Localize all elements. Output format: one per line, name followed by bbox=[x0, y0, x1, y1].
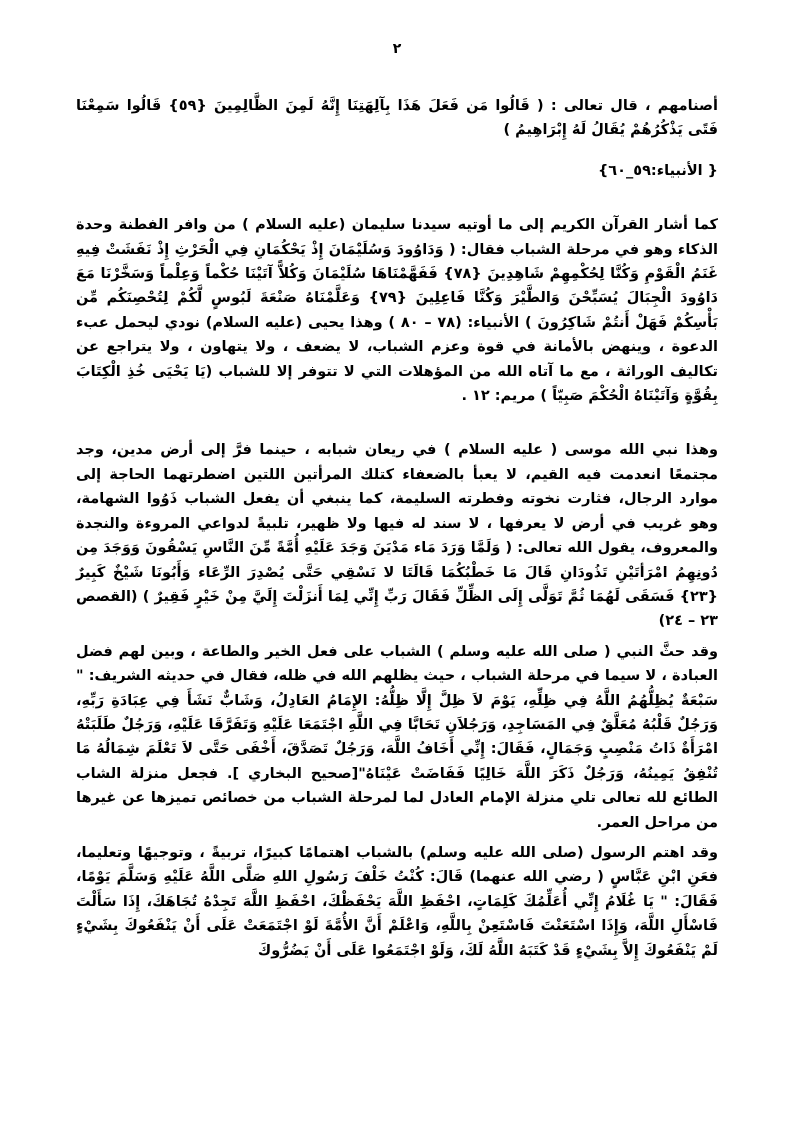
paragraph-sulaiman: كما أشار القرآن الكريم إلى ما أوتيه سيدنا سليمان (عليه السلام ) من وافر الفطنة وحدة الذكاء وهو في مرحلة الشباب فقال: ( وَدَاوُودَ وَسُلَيْمَانَ إِذْ يَحْكُمَانِ فِي الْحَرْثِ إِذْ نَفَشَتْ فِيهِ غَنَمُ الْقَوْمِ وَكُنَّا لِحُكْمِهِمْ شَاهِدِينَ {٧٨} فَفَهَّمْنَاهَا سُلَيْمَانَ وَكُلاًّ آتَيْنَا حُكْماً وَعِلْماً وَسَخَّرْنَا مَعَ دَاوُودَ الْجِبَالَ يُسَبِّحْنَ وَالطَّيْرَ وَكُنَّا فَاعِلِينَ {٧٩} وَعَلَّمْنَاهُ صَنْعَةَ لَبُوسٍ لَّكُمْ لِتُحْصِنَكُم مِّن بَأْسِكُمْ فَهَلْ أَنتُمْ شَاكِرُونَ ) الأنبياء: (٧٨ – ٨٠ ) وهذا يحيى (عليه السلام) نودي ليحمل عبء الدعوة ، وينهض بالأمانة في قوة وعزم الشباب، لا يضعف ، ولا يتهاون ، ولا يتراجع عن تكاليف الوراثة ، مع ما آتاه الله من المؤهلات التي لا تتوفر إلا للشباب (يَا يَحْيَى خُذِ الْكِتَابَ بِقُوَّةٍ وَآتَيْنَاهُ الْحُكْمَ صَبِيّاً ) مريم: ١٢ . bbox=[76, 217, 718, 405]
paragraph-hadith-seven: وقد حثَّ النبي ( صلى الله عليه وسلم ) الشباب على فعل الخير والطاعة ، وبين لهم فضل العبادة ، لا سيما في مرحلة الشباب ، حيث يظلهم الله في ظله، فقال في حديثه الشريف: " سَبْعَةٌ يُظِلُّهُمُ اللَّهُ فِي ظِلِّهِ، يَوْمَ لاَ ظِلَّ إِلَّا ظِلُّهُ: الإِمَامُ العَادِلُ، وَشَابٌّ نَشَأَ فِي عِبَادَةِ رَبِّهِ، وَرَجُلٌ قَلْبُهُ مُعَلَّقٌ فِي المَسَاجِدِ، وَرَجُلاَنِ تَحَابَّا فِي اللَّهِ اجْتَمَعَا عَلَيْهِ وَتَفَرَّقَا عَلَيْهِ، وَرَجُلٌ طَلَبَتْهُ امْرَأَةٌ ذَاتُ مَنْصِبٍ وَجَمَالٍ، فَقَالَ: إِنِّي أَخَافُ اللَّهَ، وَرَجُلٌ تَصَدَّقَ، أَخْفَى حَتَّى لاَ تَعْلَمَ شِمَالُهُ مَا تُنْفِقُ يَمِينُهُ، وَرَجُلٌ ذَكَرَ اللَّهَ خَالِيًا فَفَاضَتْ عَيْنَاهُ"[صحيح البخاري ]. فجعل منزلة الشاب الطائع لله تعالى تلي منزلة الإمام العادل لما لمرحلة الشباب من خصائص تميزها عن غيرها من مراحل العمر. bbox=[76, 643, 718, 831]
paragraph-ibn-abbas: وقد اهتم الرسول (صلى الله عليه وسلم) بالشباب اهتمامًا كبيرًا، تربيةً ، وتوجيهًا وتعليما، فعَنِ ابْنِ عَبَّاسٍ ( رضي الله عنهما) قَالَ: كُنْتُ خَلْفَ رَسُولِ اللهِ صَلَّى اللَّهُ عَلَيْهِ وَسَلَّمَ يَوْمًا، فَقَالَ: " يَا غُلَامُ إِنِّي أُعَلِّمُكَ كَلِمَاتٍ، احْفَظِ اللَّهَ يَحْفَظْكَ، احْفَظِ اللَّهَ تَجِدْهُ تُجَاهَكَ، إِذَا سَأَلْتَ فَاسْأَلِ اللَّهَ، وَإِذَا اسْتَعَنْتَ فَاسْتَعِنْ بِاللَّهِ، وَاعْلَمْ أَنَّ الأُمَّةَ لَوْ اجْتَمَعَتْ عَلَى أَنْ يَنْفَعُوكَ بِشَيْءٍ لَمْ يَنْفَعُوكَ إِلاَّ بِشَيْءٍ قَدْ كَتَبَهُ اللَّهُ لَكَ، وَلَوْ اجْتَمَعُوا عَلَى أَنْ يَضُرُّوكَ bbox=[76, 844, 718, 959]
paragraph-ibrahim-verse: أصنامهم ، قال تعالى : ( قَالُوا مَن فَعَلَ هَذَا بِآلِهَتِنَا إِنَّهُ لَمِنَ الظَّالِمِينَ {٥٩} قَالُوا سَمِعْنَا فَتًى يَذْكُرُهُمْ يُقَالُ لَهُ إِبْرَاهِيمُ ) bbox=[76, 98, 718, 139]
paragraph-musa: وهذا نبي الله موسى ( عليه السلام ) في ريعان شبابه ، حينما فرَّ إلى أرض مدين، وجد مجتمعًا انعدمت فيه القيم، لا يعبأ بالضعفاء كتلك المرأتين اللتين اضطرتهما الحاجة إلى موارد الرجال، فثارت نخوته وفطرته السليمة، كما ينبغي أن يفعل الشباب ذَوُوا الشهامة، وهو غريب في أرض لا يعرفها ، لا سند له فيها ولا ظهير، تلبيةً لدواعي المروءة والنجدة والمعروف، يقول الله تعالى: ( وَلَمَّا وَرَدَ مَاء مَدْيَنَ وَجَدَ عَلَيْهِ أُمَّةً مِّنَ النَّاسِ يَسْقُونَ وَوَجَدَ مِن دُونِهِمُ امْرَأتَيْنِ تَذُودَانِ قَالَ مَا خَطْبُكُمَا قَالَتَا لا نَسْقِي حَتَّى يُصْدِرَ الرِّعَاء وَأَبُونَا شَيْخٌ كَبِيرٌ {٢٣} فَسَقَى لَهُمَا ثُمَّ تَوَلَّى إِلَى الظِّلِّ فَقَالَ رَبِّ إِنِّي لِمَا أَنزَلْتَ إِلَيَّ مِنْ خَيْرٍ فَقِيرٌ ) (القصص ٢٣ – ٢٤) bbox=[76, 442, 718, 630]
page-number: ٢ bbox=[392, 41, 402, 57]
paragraph-verse-reference: { الأنبياء:٥٩_٦٠} bbox=[597, 162, 718, 179]
